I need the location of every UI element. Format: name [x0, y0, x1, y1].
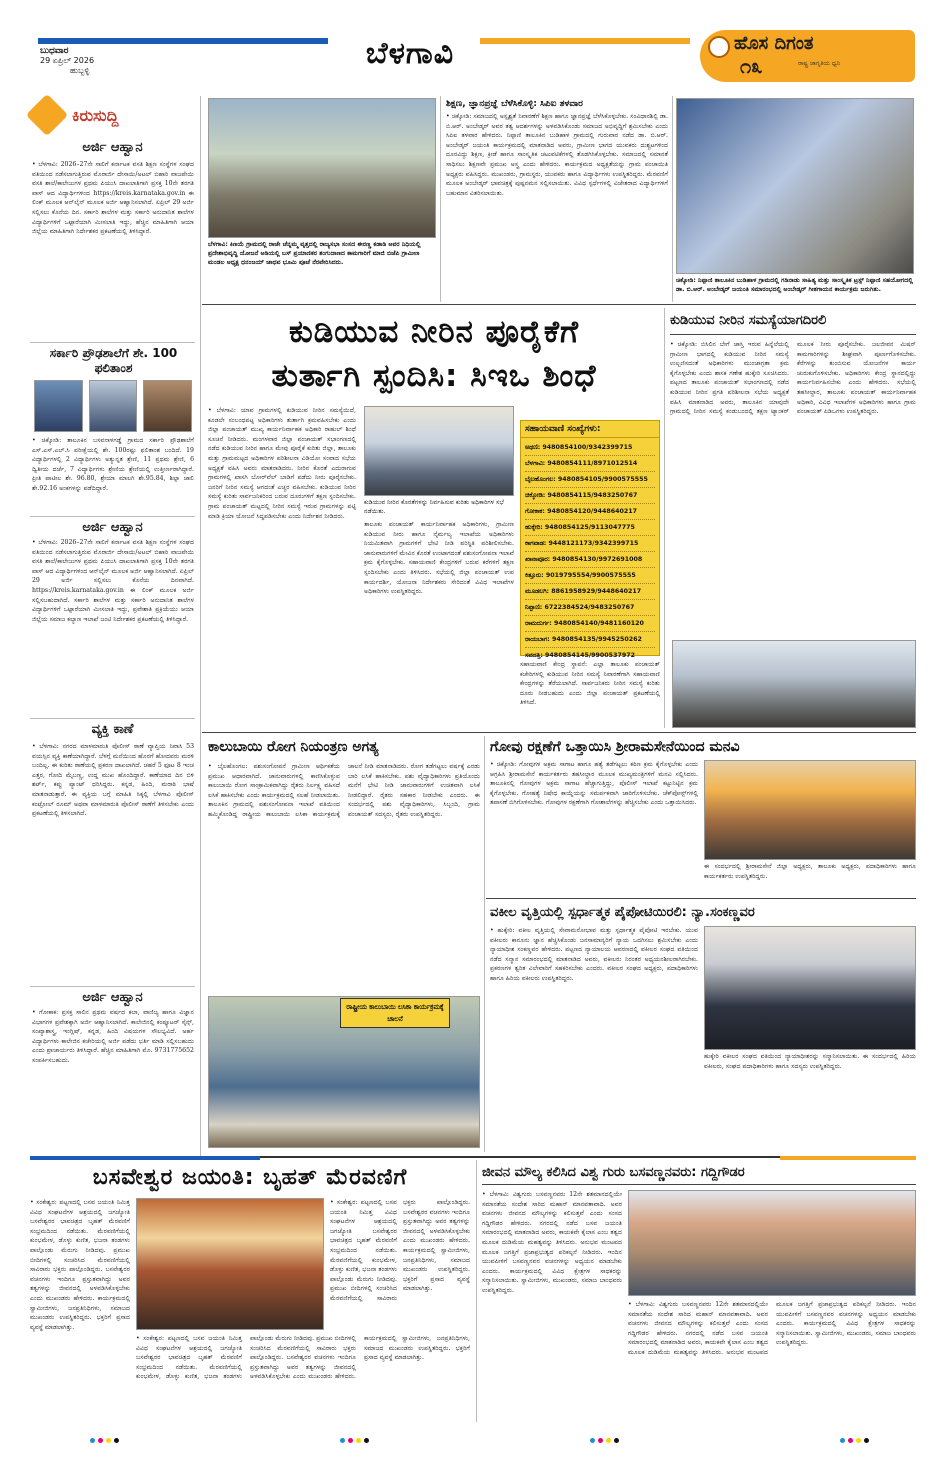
bottom-top-rule-left: [30, 1156, 260, 1160]
lawyer-photo-felicitation: [704, 926, 916, 1050]
fmd-headline: ಕಾಲುಬಾಯಿ ರೋಗ ನಿಯಂತ್ರಣ ಅಗತ್ಯ: [208, 739, 379, 755]
column-rule: [672, 96, 673, 302]
sidebar-heading-4: ವ್ಯಕ್ತಿ ಕಾಣೆ: [91, 722, 134, 737]
cow-caption: ಈ ಸಂದರ್ಭದಲ್ಲಿ ಶ್ರೀರಾಮಸೇನೆ ಜಿಲ್ಲಾ ಅಧ್ಯಕ್ಷರು, ತಾಲೂಕು ಅಧ್ಯಕ್ಷರು, ಪದಾಧಿಕಾರಿಗಳು ಹಾಗೂ ಕಾರ್ಯಕರ್ತರು ಉಪಸ್ಥಿತರಿದ್ದರು.: [704, 863, 916, 880]
basava-photo-procession: [136, 1198, 324, 1330]
sidebar-text-5: • ಗೋಕಾಕ: ಪ್ರಸಕ್ತ ಸಾಲಿನ ಪ್ರಥಮ ವರ್ಷದ ಕಲಾ, ವಾಣಿಜ್ಯ ಹಾಗೂ ವಿಜ್ಞಾನ ವಿಭಾಗಗಳ ಪ್ರವೇಶಕ್ಕಾಗಿ ಅರ್ಜಿ ಆಹ್ವಾನಿಸಲಾಗಿದೆ. ಕಾಲೇಜಿನಲ್ಲಿ ಕಂಪ್ಯೂಟರ್ ಸೈನ್ಸ್, ಸಂಖ್ಯಾಶಾಸ್ತ್ರ, ಇಂಗ್ಲಿಷ್, ಕನ್ನಡ, ಹಿಂದಿ ವಿಷಯಗಳ ಸೌಲಭ್ಯವಿದೆ. ಅರ್ಹ ವಿದ್ಯಾರ್ಥಿಗಳು ಕಾಲೇಜಿನ ಕಚೇರಿಯಲ್ಲಿ ಅರ್ಜಿ ಪಡೆದು ಭರ್ತಿ ಮಾಡಿ ಸಲ್ಲಿಸಬಹುದು ಎಂದು ಪ್ರಾಚಾರ್ಯರು ತಿಳಿಸಿದ್ದಾರೆ. ಹೆಚ್ಚಿನ ಮಾಹಿತಿಗಾಗಿ ಮೊ. 9731775652 ಸಂಪರ್ಕಿಸಬಹುದು.: [32, 1009, 194, 1064]
headline-rule: [482, 1184, 916, 1185]
student-photos: [34, 380, 192, 432]
story-photo-bus-shelter: [208, 98, 436, 238]
helpline-row: ರಾಮದುರ್ಗ: 9480854140/9481160120: [525, 616, 655, 632]
lead-photo-caption: ಕುಡಿಯುವ ನೀರಿನ ಕೊರತೆಗಳನ್ನು ನಿರ್ವಹಿಸುವ ಕುರಿತು ಅಧಿಕಾರಿಗಳ ಸಭೆ ನಡೆಯಿತು.: [364, 499, 504, 515]
header-day: ಬುಧವಾರ: [40, 46, 69, 56]
header-top-rule-right: [480, 38, 690, 44]
print-registration-dots: [590, 1438, 619, 1443]
sidebar: [30, 96, 195, 1156]
helpline-row: ಖಾನಾಪೂರ: 9480854130/9972691008: [525, 552, 655, 568]
sidebar-heading-2: ಸರ್ಕಾರಿ ಪ್ರೌಢಶಾಲೆಗೆ ಶೇ. 100 ಫಲಿತಾಂಶ: [49, 346, 178, 375]
print-registration-dots: [340, 1438, 369, 1443]
helpline-row: ಹುಕ್ಕೇರಿ: 9480854125/9113047775: [525, 520, 655, 536]
helpline-row: ಮೂಡಲಗಿ: 8861958929/9448640217: [525, 584, 655, 600]
right-text: • ಚಿಕ್ಕೋಡಿ: ಬಿಸಿಲಿನ ಬೇಗೆ ಜಾಸ್ತಿ ಇರುವ ಹಿನ್ನೆಲೆಯಲ್ಲಿ ಗ್ರಾಮೀಣ ಭಾಗದಲ್ಲಿ ಕುಡಿಯುವ ನೀರಿನ ಸಮಸ್ಯೆ ಉಲ್ಬಣಿಸದಂತೆ ಅಧಿಕಾರಿಗಳು ಮುಂಜಾಗ್ರತಾ ಕ್ರಮ ಕೈಗೊಳ್ಳಬೇಕು ಎಂದು ಶಾಸಕ ಗಣೇಶ ಹುಕ್ಕೇರಿ ಸೂಚಿಸಿದರು. ಪಟ್ಟಣದ ತಾಲೂಕು ಪಂಚಾಯತ್ ಸಭಾಂಗಣದಲ್ಲಿ ನಡೆದ ಕುಡಿಯುವ ನೀರಿನ ಪ್ರಗತಿ ಪರಿಶೀಲನಾ ಸಭೆಯ ಅಧ್ಯಕ್ಷತೆ ವಹಿಸಿ ಮಾತನಾಡಿದ ಅವರು, ತಾಲೂಕಿನ ಯಾವುದೇ ಗ್ರಾಮದಲ್ಲಿ ನೀರಿನ ಸಮಸ್ಯೆ ಕಂಡುಬಂದಲ್ಲಿ ತಕ್ಷಣ ಟ್ಯಾಂಕರ್ ಮೂಲಕ ನೀರು ಪೂರೈಸಬೇಕು. ಜಲಜೀವನ ಮಿಷನ್ ಕಾಮಗಾರಿಗಳನ್ನು ಶೀಘ್ರವಾಗಿ ಪೂರ್ಣಗೊಳಿಸಬೇಕು. ಕೆರೆಗಳನ್ನು ತುಂಬಿಸುವ ಯೋಜನೆಗಳ ಕಾರ್ಯ ಚುರುಕುಗೊಳಿಸಬೇಕು. ಅಧಿಕಾರಿಗಳು ಕೇಂದ್ರ ಸ್ಥಾನದಲ್ಲಿದ್ದು ಕಾರ್ಯನಿರ್ವಹಿಸಬೇಕು ಎಂದು ಹೇಳಿದರು. ಸಭೆಯಲ್ಲಿ ತಹಸೀಲ್ದಾರ, ತಾಲೂಕು ಪಂಚಾಯತ್ ಕಾರ್ಯನಿರ್ವಾಹಕ ಅಧಿಕಾರಿ, ವಿವಿಧ ಇಲಾಖೆಗಳ ಅಧಿಕಾರಿಗಳು ಹಾಗೂ ಗ್ರಾಮ ಪಂಚಾಯತ್ ಪಿಡಿಒಗಳು ಉಪಸ್ಥಿತರಿದ್ದರು.: [670, 341, 916, 416]
sidebar-divider: [30, 516, 195, 517]
lead-headline-line2: ತುರ್ತಾಗಿ ಸ್ಪಂದಿಸಿ: ಸಿಇಒ ಶಿಂಧೆ: [271, 358, 597, 394]
print-registration-dots: [90, 1438, 119, 1443]
fmd-text: • ಬೈಲಹೊಂಗಲ: ಪಶುಸಂಗೋಪನೆ ಗ್ರಾಮೀಣ ಆರ್ಥಿಕತೆಯ ಪ್ರಮುಖ ಆಧಾರವಾಗಿದೆ. ಜಾನುವಾರುಗಳಲ್ಲಿ ಕಾಣಿಸಿಕೊಳ್ಳುವ ಕಾಲುಬಾಯಿ ರೋಗ ಸಾಂಕ್ರಾಮಿಕವಾಗಿದ್ದು ರೈತರು ನಿರ್ಲಕ್ಷ್ಯ ವಹಿಸದೆ ಲಸಿಕೆ ಹಾಕಿಸಬೇಕು ಎಂದು ಕಾರ್ಯಕ್ರಮದಲ್ಲಿ ಸಲಹೆ ನೀಡಲಾಯಿತು. ತಾಲೂಕಿನ ಗ್ರಾಮದಲ್ಲಿ ಪಶುಸಂಗೋಪನಾ ಇಲಾಖೆ ವತಿಯಿಂದ ಹಮ್ಮಿಕೊಂಡಿದ್ದ ರಾಷ್ಟ್ರೀಯ ಕಾಲುಬಾಯಿ ಲಸಿಕಾ ಕಾರ್ಯಕ್ರಮಕ್ಕೆ ಚಾಲನೆ ನೀಡಿ ಮಾತನಾಡಿದರು. ರೋಗ ತಡೆಗಟ್ಟಲು ವರ್ಷಕ್ಕೆ ಎರಡು ಬಾರಿ ಲಸಿಕೆ ಹಾಕಿಸಬೇಕು. ಪಶು ವೈದ್ಯಾಧಿಕಾರಿಗಳು ಪ್ರತಿಯೊಂದು ಮನೆಗೆ ಭೇಟಿ ನೀಡಿ ಜಾನುವಾರುಗಳಿಗೆ ಉಚಿತವಾಗಿ ಲಸಿಕೆ ನೀಡಲಿದ್ದಾರೆ. ರೈತರು ಸಹಕಾರ ನೀಡಬೇಕು ಎಂದರು. ಈ ಸಂದರ್ಭದಲ್ಲಿ ಪಶು ವೈದ್ಯಾಧಿಕಾರಿಗಳು, ಸಿಬ್ಬಂದಿ, ಗ್ರಾಮ ಪಂಚಾಯತ್ ಸದಸ್ಯರು, ರೈತರು ಉಪಸ್ಥಿತರಿದ್ದರು.: [208, 763, 480, 818]
header-date: 29 ಏಪ್ರಿಲ್ 2026: [40, 56, 95, 65]
sidebar-header: [30, 98, 195, 132]
sidebar-divider: [30, 342, 195, 343]
story-headline-education: ಶಿಕ್ಷಣ, ಜ್ಞಾನಪ್ರಜ್ಞೆ ಬೆಳೆಸಿಕೊಳ್ಳಿ: ಸಿಪಿಐ ತಳವಾರ: [446, 99, 583, 109]
basava-text: • ಸಂಕೇಶ್ವರ: ಪಟ್ಟಣದಲ್ಲಿ ಬಸವ ಜಯಂತಿ ನಿಮಿತ್ತ ವಿವಿಧ ಸಂಘಟನೆಗಳ ಆಶ್ರಯದಲ್ಲಿ ಜಗಜ್ಯೋತಿ ಬಸವೇಶ್ವರರ ಭಾವಚಿತ್ರದ ಬೃಹತ್ ಮೆರವಣಿಗೆ ಸಂಭ್ರಮದಿಂದ ನಡೆಯಿತು. ಮೆರವಣಿಗೆಯಲ್ಲಿ ಕುಂಭಮೇಳ, ಡೊಳ್ಳು ಕುಣಿತ, ಭಜನಾ ತಂಡಗಳು ಪಾಲ್ಗೊಂಡು ಮೆರುಗು ನೀಡಿದವು. ಪ್ರಮುಖ ಬೀದಿಗಳಲ್ಲಿ ಸಂಚರಿಸಿದ ಮೆರವಣಿಗೆಯಲ್ಲಿ ಸಾವಿರಾರು ಭಕ್ತರು ಪಾಲ್ಗೊಂಡಿದ್ದರು. ಬಸವೇಶ್ವರರ ವಚನಗಳು ಇಂದಿಗೂ ಪ್ರಸ್ತುತವಾಗಿದ್ದು ಅವರ ತತ್ವಗಳನ್ನು ಜೀವನದಲ್ಲಿ ಅಳವಡಿಸಿಕೊಳ್ಳಬೇಕು ಎಂದು ಮುಖಂಡರು ಹೇಳಿದರು. ಕಾರ್ಯಕ್ರಮದಲ್ಲಿ ಸ್ವಾಮೀಜಿಗಳು, ಜನಪ್ರತಿನಿಧಿಗಳು, ಸಮಾಜದ ಮುಖಂಡರು ಉಪಸ್ಥಿತರಿದ್ದರು. ಭಕ್ತರಿಗೆ ಪ್ರಸಾದ ವ್ಯವಸ್ಥೆ ಮಾಡಲಾಗಿತ್ತು.: [30, 1199, 130, 1331]
cow-headline: ಗೋವು ರಕ್ಷಣೆಗೆ ಒತ್ತಾಯಿಸಿ ಶ್ರೀರಾಮಸೇನೆಯಿಂದ ಮನವಿ: [490, 739, 740, 755]
column-rule: [476, 1160, 477, 1422]
column-rule: [440, 96, 441, 302]
student-photo: [89, 380, 138, 432]
sidebar-text-2: • ಚಿಕ್ಕೋಡಿ: ತಾಲೂಕಿನ ಬಸವನಾಳಗಡ್ಡೆ ಗ್ರಾಮದ ಸರ್ಕಾರಿ ಪ್ರೌಢಶಾಲೆಗೆ ಎಸ್.ಎಸ್.ಎಲ್.ಸಿ ಪರೀಕ್ಷೆಯಲ್ಲಿ ಶೇ. 100ರಷ್ಟು ಫಲಿತಾಂಶ ಬಂದಿದೆ. 19 ವಿದ್ಯಾರ್ಥಿಗಳಲ್ಲಿ 2 ವಿದ್ಯಾರ್ಥಿಗಳು ಅತ್ಯುನ್ನತ ಶ್ರೇಣಿ, 11 ಪ್ರಥಮ ಶ್ರೇಣಿ, 6 ದ್ವಿತೀಯ ದರ್ಜೆ, 7 ವಿದ್ಯಾರ್ಥಿಗಳು ಶ್ರೇಣಿಯ ಶ್ರೇಣಿಯಲ್ಲಿ ಉತ್ತೀರ್ಣರಾಗಿದ್ದಾರೆ. ಪ್ರೀತಿ ಪಾಟೀಲ ಶೇ. 96.80, ಶ್ರೇಯಾ ಮಾಲಗಿ ಶೇ.95.84, ಶಿಲ್ಪಾ ಜಾಲಿ ಶೇ.92.16 ಅಂಕಗಳನ್ನು ಪಡೆದಿದ್ದಾರೆ.: [32, 437, 194, 492]
story-text-education: • ಚಿಕ್ಕೋಡಿ: ಸಮಾಜದಲ್ಲಿ ಅಸ್ಪೃಶ್ಯತೆ ನಿವಾರಣೆಗೆ ಶಿಕ್ಷಣ ಹಾಗೂ ಜ್ಞಾನಪ್ರಜ್ಞೆ ಬೆಳೆಸಿಕೊಳ್ಳಬೇಕು. ಸಂವಿಧಾನಶಿಲ್ಪಿ ಡಾ. ಬಿ.ಆರ್. ಅಂಬೇಡ್ಕರ್ ಅವರ ತತ್ವ ಆದರ್ಶಗಳನ್ನು ಅಳವಡಿಸಿಕೊಂಡು ಸಮಾಜದ ಅಭಿವೃದ್ಧಿಗೆ ಶ್ರಮಿಸಬೇಕು ಎಂದು ಸಿಪಿಐ ತಳವಾರ ಹೇಳಿದರು. ನಿಪ್ಪಾಣಿ ತಾಲೂಕಿನ ಬುಡಿಹಾಳ ಗ್ರಾಮದಲ್ಲಿ ಗುರುವಾರ ನಡೆದ ಡಾ. ಬಿ.ಆರ್. ಅಂಬೇಡ್ಕರ್ ಜಯಂತಿ ಕಾರ್ಯಕ್ರಮದಲ್ಲಿ ಮಾತನಾಡಿದ ಅವರು, ಗ್ರಾಮೀಣ ಭಾಗದ ಯುವಕರು ದುಶ್ಚಟಗಳಿಂದ ದೂರವಿದ್ದು ಶಿಕ್ಷಣ, ಕ್ರೀಡೆ ಹಾಗೂ ಸಾಂಸ್ಕೃತಿಕ ಚಟುವಟಿಕೆಗಳಲ್ಲಿ ತೊಡಗಿಸಿಕೊಳ್ಳಬೇಕು. ಸಮಾಜದಲ್ಲಿ ಸಮಾನತೆ ಸಾಧಿಸಲು ಶಿಕ್ಷಣವೇ ಪ್ರಮುಖ ಅಸ್ತ್ರ ಎಂದು ಹೇಳಿದರು. ಕಾರ್ಯಕ್ರಮದ ಅಧ್ಯಕ್ಷತೆಯನ್ನು ಗ್ರಾಮ ಪಂಚಾಯಿತಿ ಅಧ್ಯಕ್ಷರು ವಹಿಸಿದ್ದರು. ಮುಖಂಡರು, ಗ್ರಾಮಸ್ಥರು, ಯುವಕರು ಹಾಗೂ ವಿದ್ಯಾರ್ಥಿಗಳು ಉಪಸ್ಥಿತರಿದ್ದರು. ಮೆರವಣಿಗೆ ಮೂಲಕ ಅಂಬೇಡ್ಕರ್ ಭಾವಚಿತ್ರಕ್ಕೆ ಪುಷ್ಪನಮನ ಸಲ್ಲಿಸಲಾಯಿತು. ವಿವಿಧ ಸ್ಪರ್ಧೆಗಳಲ್ಲಿ ವಿಜೇತರಾದ ವಿದ್ಯಾರ್ಥಿಗಳಿಗೆ ಬಹುಮಾನ ವಿತರಿಸಲಾಯಿತು.: [446, 113, 668, 197]
helpline-row: ಅಥಣಿ: 9480854100/9342399715: [525, 440, 655, 456]
lead-text-col3: ಸಹಾಯವಾಣಿ ಕೇಂದ್ರ ಸ್ಥಾಪನೆ: ಎಲ್ಲಾ ತಾಲೂಕು ಪಂಚಾಯತ್ ಕಚೇರಿಗಳಲ್ಲಿ ಕುಡಿಯುವ ನೀರಿನ ಸಮಸ್ಯೆ ನಿವಾರಣೆಗಾಗಿ ಸಹಾಯವಾಣಿ ಕೇಂದ್ರಗಳನ್ನು ತೆರೆಯಲಾಗಿದೆ. ಸಾರ್ವಜನಿಕರು ನೀರಿನ ಸಮಸ್ಯೆ ಕುರಿತು ದೂರು ನೀಡಬಹುದು ಎಂದು ಜಿಲ್ಲಾ ಪಂಚಾಯತ್ ಪ್ರಕಟಣೆಯಲ್ಲಿ ತಿಳಿಸಿದೆ.: [520, 661, 660, 707]
header-top-rule: [38, 38, 328, 44]
helpline-row: ಕಿತ್ತೂರು: 9019795554/9900575555: [525, 568, 655, 584]
lead-text-col1: • ಬೆಳಗಾವಿ: ಯಾವ ಗ್ರಾಮಗಳಲ್ಲಿ ಕುಡಿಯುವ ನೀರಿನ ಸಮಸ್ಯೆಯಿದೆ, ಕೂಡಲೇ ಸಂಬಂಧಪಟ್ಟ ಅಧಿಕಾರಿಗಳು ತುರ್ತಾಗಿ ಕ್ರಮವಹಿಸಬೇಕು ಎಂದು ಜಿಲ್ಲಾ ಪಂಚಾಯತ್ ಮುಖ್ಯ ಕಾರ್ಯನಿರ್ವಾಹಕ ಅಧಿಕಾರಿ ರಾಹುಲ್ ಶಿಂಧೆ ಸೂಚನೆ ನೀಡಿದರು. ಮಂಗಳವಾರ ಜಿಲ್ಲಾ ಪಂಚಾಯತ್ ಸಭಾಂಗಣದಲ್ಲಿ ನಡೆದ ಕುಡಿಯುವ ನೀರಿನ ಹಾಗೂ ಮೇವು ಪೂರೈಕೆ ಕುರಿತು ಜಿಲ್ಲಾ, ತಾಲೂಕು ಮತ್ತು ಗ್ರಾಮಮಟ್ಟದ ಅಧಿಕಾರಿಗಳ ಪರಿಶೀಲನಾ ವಿಡಿಯೋ ಸಂವಾದ ಸಭೆಯ ಅಧ್ಯಕ್ಷತೆ ವಹಿಸಿ ಅವರು ಮಾತನಾಡಿದರು. ನೀರಿನ ಕೊರತೆ ಎದುರಾಗುವ ಗ್ರಾಮಗಳಲ್ಲಿ ಖಾಸಗಿ ಬೋರ್‌ವೆಲ್ ಬಾಡಿಗೆ ಪಡೆದು ನೀರು ಪೂರೈಸಬೇಕು. ಜನರಿಗೆ ನೀರಿನ ಸಮಸ್ಯೆ ಆಗದಂತೆ ಎಚ್ಚರ ವಹಿಸಬೇಕು. ಕುಡಿಯುವ ನೀರಿನ ಸಮಸ್ಯೆ ಕುರಿತು ಸಾರ್ವಜನಿಕರಿಂದ ಬರುವ ದೂರುಗಳಿಗೆ ತಕ್ಷಣ ಸ್ಪಂದಿಸಬೇಕು. ಗ್ರಾಮ ಪಂಚಾಯತ್ ಮಟ್ಟದಲ್ಲಿ ನೀರಿನ ಸಮಸ್ಯೆ ಇರುವ ಗ್ರಾಮಗಳನ್ನು ಪಟ್ಟಿ ಮಾಡಿ ಕ್ರಿಯಾ ಯೋಜನೆ ಸಿದ್ಧಪಡಿಸಬೇಕು ಎಂದು ನಿರ್ದೇಶನ ನೀಡಿದರು.: [208, 407, 356, 520]
paper-tagline: ರಾಷ್ಟ್ರ ಜಾಗೃತಿಯ ಧ್ವನಿ: [798, 60, 841, 67]
cow-photo-memorandum: [704, 760, 916, 860]
sidebar-divider: [30, 718, 195, 719]
hand-icon: [26, 94, 68, 136]
helpline-row: ಕಾಗವಾಡ: 9448121173/9342399715: [525, 536, 655, 552]
vishwaguru-headline: ಜೀವನ ಮೌಲ್ಯ ಕಲಿಸಿದ ವಿಶ್ವ ಗುರು ಬಸವಣ್ಣನವರು: ಗದ್ದಿಗೌಡರ: [482, 1165, 745, 1180]
basava-headline: ಬಸವೇಶ್ವರ ಜಯಂತಿ: ಬೃಹತ್ ಮೆರವಣಿಗೆ: [92, 1165, 408, 1190]
helpline-row: ಸವದತ್ತಿ: 9480854145/9900537972: [525, 652, 635, 659]
vishwaguru-photo-stage: [628, 1190, 916, 1296]
vishwaguru-text-b: • ಬೆಳಗಾವಿ: ವಿಶ್ವಗುರು ಬಸವಣ್ಣನವರು 12ನೇ ಶತಮಾನದಲ್ಲಿಯೇ ಸಮಾನತೆಯ ಸಂದೇಶ ಸಾರಿದ ಮಹಾನ್ ಮಾನವತಾವಾದಿ. ಅವರ ವಚನಗಳು ಜೀವನದ ಮೌಲ್ಯಗಳನ್ನು ಕಲಿಸುತ್ತವೆ ಎಂದು ಸಂಸದ ಗದ್ದಿಗೌಡರ ಹೇಳಿದರು. ನಗರದಲ್ಲಿ ನಡೆದ ಬಸವ ಜಯಂತಿ ಸಮಾರಂಭದಲ್ಲಿ ಮಾತನಾಡಿದ ಅವರು, ಕಾಯಕವೇ ಕೈಲಾಸ ಎಂಬ ತತ್ವದ ಮೂಲಕ ದುಡಿಮೆಯ ಮಹತ್ವವನ್ನು ತಿಳಿಸಿದರು. ಅನುಭವ ಮಂಟಪದ ಮೂಲಕ ಜಗತ್ತಿಗೆ ಪ್ರಜಾಪ್ರಭುತ್ವದ ಪರಿಕಲ್ಪನೆ ನೀಡಿದರು. ಇಂದಿನ ಯುವಪೀಳಿಗೆ ಬಸವಣ್ಣನವರ ವಚನಗಳನ್ನು ಅಧ್ಯಯನ ಮಾಡಬೇಕು ಎಂದರು. ಕಾರ್ಯಕ್ರಮದಲ್ಲಿ ವಿವಿಧ ಕ್ಷೇತ್ರಗಳ ಸಾಧಕರನ್ನು ಸನ್ಮಾನಿಸಲಾಯಿತು. ಸ್ವಾಮೀಜಿಗಳು, ಮುಖಂಡರು, ಸಮಾಜ ಬಾಂಧವರು ಉಪಸ್ಥಿತರಿದ್ದರು.: [628, 1301, 916, 1356]
headline-rule: [670, 334, 916, 335]
vishwaguru-text: • ಬೆಳಗಾವಿ: ವಿಶ್ವಗುರು ಬಸವಣ್ಣನವರು 12ನೇ ಶತಮಾನದಲ್ಲಿಯೇ ಸಮಾನತೆಯ ಸಂದೇಶ ಸಾರಿದ ಮಹಾನ್ ಮಾನವತಾವಾದಿ. ಅವರ ವಚನಗಳು ಜೀವನದ ಮೌಲ್ಯಗಳನ್ನು ಕಲಿಸುತ್ತವೆ ಎಂದು ಸಂಸದ ಗದ್ದಿಗೌಡರ ಹೇಳಿದರು. ನಗರದಲ್ಲಿ ನಡೆದ ಬಸವ ಜಯಂತಿ ಸಮಾರಂಭದಲ್ಲಿ ಮಾತನಾಡಿದ ಅವರು, ಕಾಯಕವೇ ಕೈಲಾಸ ಎಂಬ ತತ್ವದ ಮೂಲಕ ದುಡಿಮೆಯ ಮಹತ್ವವನ್ನು ತಿಳಿಸಿದರು. ಅನುಭವ ಮಂಟಪದ ಮೂಲಕ ಜಗತ್ತಿಗೆ ಪ್ರಜಾಪ್ರಭುತ್ವದ ಪರಿಕಲ್ಪನೆ ನೀಡಿದರು. ಇಂದಿನ ಯುವಪೀಳಿಗೆ ಬಸವಣ್ಣನವರ ವಚನಗಳನ್ನು ಅಧ್ಯಯನ ಮಾಡಬೇಕು ಎಂದರು. ಕಾರ್ಯಕ್ರಮದಲ್ಲಿ ವಿವಿಧ ಕ್ಷೇತ್ರಗಳ ಸಾಧಕರನ್ನು ಸನ್ಮಾನಿಸಲಾಯಿತು. ಸ್ವಾಮೀಜಿಗಳು, ಮುಖಂಡರು, ಸಮಾಜ ಬಾಂಧವರು ಉಪಸ್ಥಿತರಿದ್ದರು.: [482, 1191, 622, 1294]
sidebar-text-1: • ಬೆಳಗಾವಿ: 2026–27ನೇ ಸಾಲಿಗೆ ಕರ್ನಾಟಕ ವಸತಿ ಶಿಕ್ಷಣ ಸಂಸ್ಥೆಗಳ ಸಂಘದ ವತಿಯಿಂದ ನಡೆಸಲಾಗುತ್ತಿರುವ ಮೊರಾರ್ಜಿ ದೇಸಾಯಿ/ಅಟಲ್ ಬಿಹಾರಿ ವಾಜಪೇಯಿ ವಸತಿ ಶಾಲೆ/ಕಾಲೇಜುಗಳ ಪ್ರಥಮ ಪಿಯುಸಿ ದಾಖಲಾತಿಗಾಗಿ ಪ್ರಸಕ್ತ 10ನೇ ತರಗತಿ ಪಾಸ್ ಆದ ವಿದ್ಯಾರ್ಥಿಗಳಿಂದ https://kreis.karnataka.gov.in ಈ ಲಿಂಕ್ ಮೂಲಕ ಆನ್‌ಲೈನ್ ಮೂಲಕ ಅರ್ಜಿ ಆಹ್ವಾನಿಸಲಾಗಿದೆ. ಏಪ್ರಿಲ್ 29 ಅರ್ಜಿ ಸಲ್ಲಿಸಲು ಕೊನೆಯ ದಿನ. ಸರ್ಕಾರಿ ಶಾಲೆಗಳ ಮತ್ತು ಸರ್ಕಾರಿ ಅನುದಾನಿತ ಶಾಲೆಗಳ ವಿದ್ಯಾರ್ಥಿಗಳಿಗೆ ಒಟ್ಟಾರೆಯಾಗಿ ಮೀಸಲಾತಿ ಇದ್ದು, ಹೆಚ್ಚಿನ ಮಾಹಿತಿಗಾಗಿ ಆಯಾ ಜಿಲ್ಲೆಯ ಮಾಹಿತಿಗಾಗಿ ನಿರ್ದೇಶಕರ ಪ್ರಕಟಣೆಯಲ್ಲಿ ತಿಳಿಸಿದ್ದಾರೆ.: [32, 161, 194, 236]
cow-text: • ಚಿಕ್ಕೋಡಿ: ಗೋವುಗಳ ಅಕ್ರಮ ಸಾಗಾಟ ಹಾಗೂ ಹತ್ಯೆ ತಡೆಗಟ್ಟಲು ಕಠಿಣ ಕ್ರಮ ಕೈಗೊಳ್ಳಬೇಕು ಎಂದು ಆಗ್ರಹಿಸಿ ಶ್ರೀರಾಮಸೇನೆ ಕಾರ್ಯಕರ್ತರು ತಹಸೀಲ್ದಾರ ಮೂಲಕ ಮುಖ್ಯಮಂತ್ರಿಗಳಿಗೆ ಮನವಿ ಸಲ್ಲಿಸಿದರು. ತಾಲೂಕಿನಲ್ಲಿ ಗೋವುಗಳ ಅಕ್ರಮ ಸಾಗಾಟ ಹೆಚ್ಚಾಗುತ್ತಿದ್ದು, ಪೊಲೀಸ್ ಇಲಾಖೆ ಕಟ್ಟುನಿಟ್ಟಿನ ಕ್ರಮ ಕೈಗೊಳ್ಳಬೇಕು. ಗೋಹತ್ಯೆ ನಿಷೇಧ ಕಾಯ್ದೆಯನ್ನು ಸಮರ್ಪಕವಾಗಿ ಜಾರಿಗೊಳಿಸಬೇಕು. ಚೆಕ್‌ಪೋಸ್ಟ್‌ಗಳಲ್ಲಿ ತಪಾಸಣೆ ಬಿಗಿಗೊಳಿಸಬೇಕು. ಗೋವುಗಳ ರಕ್ಷಣೆಗಾಗಿ ಗೋಶಾಲೆಗಳನ್ನು ಹೆಚ್ಚಿಸಬೇಕು ಎಂದು ಒತ್ತಾಯಿಸಿದರು.: [490, 761, 698, 807]
column-rule: [484, 736, 485, 1152]
student-photo: [143, 380, 192, 432]
sidebar-text-4: • ಬೆಳಗಾವಿ: ನಗರದ ಮಾಳಮಾರುತಿ ಪೊಲೀಸ್ ಠಾಣೆ ವ್ಯಾಪ್ತಿಯ ನಿವಾಸಿ 53 ವಯಸ್ಸಿನ ವ್ಯಕ್ತಿ ಕಾಣೆಯಾಗಿದ್ದಾರೆ. ಬೆಳಗ್ಗೆ ಮನೆಯಿಂದ ಹೊರಗೆ ಹೋದವರು ಮರಳಿ ಬಂದಿಲ್ಲ. ಈ ಕುರಿತು ಠಾಣೆಯಲ್ಲಿ ಪ್ರಕರಣ ದಾಖಲಾಗಿದೆ. ಚಹರೆ 5 ಫೂಟ 8 ಇಂಚ ಎತ್ತರ, ಗೋದಿ ಮೈಬಣ್ಣ, ಉದ್ದ ಮುಖ ಹೊಂದಿದ್ದಾರೆ. ಕಾಣೆಯಾದ ದಿನ ಬಿಳಿ ಶರ್ಟ್, ಕಪ್ಪು ಪ್ಯಾಂಟ್ ಧರಿಸಿದ್ದರು. ಕನ್ನಡ, ಹಿಂದಿ, ಮರಾಠಿ ಭಾಷೆ ಮಾತನಾಡುತ್ತಾರೆ. ಈ ವ್ಯಕ್ತಿಯ ಬಗ್ಗೆ ಮಾಹಿತಿ ಸಿಕ್ಕಲ್ಲಿ ಬೆಳಗಾವಿ ಪೊಲೀಸ್ ಕಂಟ್ರೋಲ್ ರೂಮ್ ಅಥವಾ ಮಾಳಮಾರುತಿ ಪೊಲೀಸ್ ಠಾಣೆಗೆ ತಿಳಿಸಬೇಕು ಎಂದು ಪ್ರಕಟಣೆಯಲ್ಲಿ ತಿಳಿಸಲಾಗಿದೆ.: [32, 743, 194, 818]
right-headline: ಕುಡಿಯುವ ನೀರಿನ ಸಮಸ್ಯೆಯಾಗದಿರಲಿ: [670, 313, 827, 328]
helpline-row: ಬೆಳಗಾವಿ: 9480854111/8971012514: [525, 456, 655, 472]
lawyer-caption: ಹುಕ್ಕೇರಿ ವಕೀಲರ ಸಂಘದ ವತಿಯಿಂದ ನ್ಯಾಯಾಧೀಶರನ್ನು ಸನ್ಮಾನಿಸಲಾಯಿತು. ಈ ಸಂದರ್ಭದಲ್ಲಿ ಹಿರಿಯ ವಕೀಲರು, ಸಂಘದ ಪದಾಧಿಕಾರಿಗಳು ಹಾಗೂ ಸದಸ್ಯರು ಉಪಸ್ಥಿತರಿದ್ದರು.: [704, 1053, 916, 1070]
helpline-row: ರಾಯಬಾಗ: 9480854135/9945250262: [525, 632, 655, 648]
logo-emblem-icon: [708, 36, 730, 58]
story-caption-bus-shelter: ಬೆಳಗಾವಿ: ಕಿಣಯೆ ಗ್ರಾಮದಲ್ಲಿ ರಾಜೇ ಚೆನ್ನಮ್ಮ ವೃತ್ತದಲ್ಲಿ ರಾಜ್ಯಸಭಾ ಸಂಸದ ಈರಣ್ಣ ಕಡಾಡಿ ಅವರ ನಿಧಿಯಲ್ಲಿ ಪ್ರದೇಶಾಭಿವೃದ್ಧಿ ಯೋಜನೆ ಅಡಿಯಲ್ಲಿ ಬಸ್ ಪ್ರಯಾಣಿಕರ ತಂಗುದಾಣದ ಕಾಮಗಾರಿಗೆ ಮಾಜಿ ಬಿಜೆಪಿ ಗ್ರಾಮೀಣ ಮಂಡಲ ಅಧ್ಯಕ್ಷ ಧನಂಜಯ್ ಜಾಧವ ಭೂಮಿ ಪೂಜೆ ನೆರವೇರಿಸಿದರು.: [208, 241, 421, 266]
lawyer-headline: ವಕೀಲ ವೃತ್ತಿಯಲ್ಲಿ ಸ್ಪರ್ಧಾತ್ಮಕ ಪೈಪೋಟಿಯಿರಲಿ: ನ್ಯಾ.ಸಂಕಣ್ಣವರ: [490, 905, 755, 920]
helpline-row: ಗೋಕಾಕ: 9480854120/9448640217: [525, 504, 655, 520]
lead-headline-line1: ಕುಡಿಯುವ ನೀರಿನ ಪೂರೈಕೆಗೆ: [288, 314, 580, 350]
sidebar-divider: [30, 986, 195, 987]
right-photo-meeting: [672, 640, 916, 728]
page-number: ೧೩: [740, 54, 763, 78]
paper-name: ಹೊಸ ದಿಗಂತ: [734, 33, 814, 54]
section-title: ಬೆಳಗಾವಿ: [365, 36, 455, 71]
section-rule: [486, 898, 916, 899]
logo-badge: [700, 30, 915, 82]
basava-text-b: • ಸಂಕೇಶ್ವರ: ಪಟ್ಟಣದಲ್ಲಿ ಬಸವ ಜಯಂತಿ ನಿಮಿತ್ತ ವಿವಿಧ ಸಂಘಟನೆಗಳ ಆಶ್ರಯದಲ್ಲಿ ಜಗಜ್ಯೋತಿ ಬಸವೇಶ್ವರರ ಭಾವಚಿತ್ರದ ಬೃಹತ್ ಮೆರವಣಿಗೆ ಸಂಭ್ರಮದಿಂದ ನಡೆಯಿತು. ಮೆರವಣಿಗೆಯಲ್ಲಿ ಕುಂಭಮೇಳ, ಡೊಳ್ಳು ಕುಣಿತ, ಭಜನಾ ತಂಡಗಳು ಪಾಲ್ಗೊಂಡು ಮೆರುಗು ನೀಡಿದವು. ಪ್ರಮುಖ ಬೀದಿಗಳಲ್ಲಿ ಸಂಚರಿಸಿದ ಮೆರವಣಿಗೆಯಲ್ಲಿ ಸಾವಿರಾರು ಭಕ್ತರು ಪಾಲ್ಗೊಂಡಿದ್ದರು. ಬಸವೇಶ್ವರರ ವಚನಗಳು ಇಂದಿಗೂ ಪ್ರಸ್ತುತವಾಗಿದ್ದು ಅವರ ತತ್ವಗಳನ್ನು ಜೀವನದಲ್ಲಿ ಅಳವಡಿಸಿಕೊಳ್ಳಬೇಕು ಎಂದು ಮುಖಂಡರು ಹೇಳಿದರು. ಕಾರ್ಯಕ್ರಮದಲ್ಲಿ ಸ್ವಾಮೀಜಿಗಳು, ಜನಪ್ರತಿನಿಧಿಗಳು, ಸಮಾಜದ ಮುಖಂಡರು ಉಪಸ್ಥಿತರಿದ್ದರು. ಭಕ್ತರಿಗೆ ಪ್ರಸಾದ ವ್ಯವಸ್ಥೆ ಮಾಡಲಾಗಿತ್ತು.: [136, 1335, 470, 1381]
basava-text-a: [30, 1198, 130, 1420]
student-photo: [34, 380, 83, 432]
fmd-badge: [340, 998, 450, 1028]
sidebar-text-3: • ಬೆಳಗಾವಿ: 2026–27ನೇ ಸಾಲಿಗೆ ಕರ್ನಾಟಕ ವಸತಿ ಶಿಕ್ಷಣ ಸಂಸ್ಥೆಗಳ ಸಂಘದ ವತಿಯಿಂದ ನಡೆಸಲಾಗುತ್ತಿರುವ ಮೊರಾರ್ಜಿ ದೇಸಾಯಿ/ಅಟಲ್ ಬಿಹಾರಿ ವಾಜಪೇಯಿ ವಸತಿ ಶಾಲೆ/ಕಾಲೇಜುಗಳ ಪ್ರಥಮ ಪಿಯುಸಿ ದಾಖಲಾತಿಗಾಗಿ ಪ್ರಸಕ್ತ 10ನೇ ತರಗತಿ ಪಾಸ್ ಆದ ವಿದ್ಯಾರ್ಥಿಗಳಿಂದ ಆನ್‌ಲೈನ್ ಮೂಲಕ ಅರ್ಜಿ ಆಹ್ವಾನಿಸಲಾಗಿದೆ. ಏಪ್ರಿಲ್ 29 ಅರ್ಜಿ ಸಲ್ಲಿಸಲು ಕೊನೆಯ ದಿನವಾಗಿದೆ. https://kreis.karnataka.gov.in ಈ ಲಿಂಕ್ ಮೂಲಕ ಅರ್ಜಿ ಸಲ್ಲಿಸಬಹುದಾಗಿದೆ. ಸರ್ಕಾರಿ ಶಾಲೆಗಳ ಮತ್ತು ಸರ್ಕಾರಿ ಅನುದಾನಿತ ಶಾಲೆಗಳ ವಿದ್ಯಾರ್ಥಿಗಳಿಗೆ ಒಟ್ಟಾರೆಯಾಗಿ ಮೀಸಲಾತಿ ಇದ್ದು, ಪ್ರವೇಶಾತಿ ಪ್ರಕ್ರಿಯೆಯು ಆಯಾ ಜಿಲ್ಲೆಯ ಸಮಾಜ ಕಲ್ಯಾಣ ಇಲಾಖೆ ಜಂಟಿ ನಿರ್ದೇಶಕರ ಪ್ರಕಟಣೆಯಲ್ಲಿ ತಿಳಿಸಿದ್ದಾರೆ.: [32, 539, 194, 623]
helpline-box: [520, 420, 660, 659]
header-date-block: [40, 46, 130, 76]
fmd-badge-text: ರಾಷ್ಟ್ರೀಯ ಕಾಲುಬಾಯಿ ಲಸಿಕಾ ಕಾರ್ಯಕ್ರಮಕ್ಕೆ ಚಾಲನೆ: [346, 1003, 444, 1023]
sidebar-heading-3: ಅರ್ಜಿ ಆಹ್ವಾನ: [82, 520, 143, 535]
bottom-top-rule-right: [780, 1156, 916, 1160]
column-rule: [664, 308, 665, 728]
sidebar-title: ಕಿರುಸುದ್ದಿ: [72, 106, 119, 125]
bottom-top-rule-mid: [260, 1156, 780, 1158]
lawyer-text: • ಹುಕ್ಕೇರಿ: ವಕೀಲ ವೃತ್ತಿಯಲ್ಲಿ ಸೇವಾಮನೋಭಾವ ಮತ್ತು ಸ್ಪರ್ಧಾತ್ಮಕ ಪೈಪೋಟಿ ಇರಬೇಕು. ಯುವ ವಕೀಲರು ಕಾನೂನು ಜ್ಞಾನ ಹೆಚ್ಚಿಸಿಕೊಂಡು ಜನಸಾಮಾನ್ಯರಿಗೆ ನ್ಯಾಯ ಒದಗಿಸಲು ಶ್ರಮಿಸಬೇಕು ಎಂದು ನ್ಯಾಯಾಧೀಶ ಸಂಕಣ್ಣವರ ಹೇಳಿದರು. ಪಟ್ಟಣದ ನ್ಯಾಯಾಲಯ ಆವರಣದಲ್ಲಿ ವಕೀಲರ ಸಂಘದ ವತಿಯಿಂದ ನಡೆದ ಸನ್ಮಾನ ಸಮಾರಂಭದಲ್ಲಿ ಮಾತನಾಡಿದ ಅವರು, ವಕೀಲರು ನಿರಂತರ ಅಧ್ಯಯನಶೀಲರಾಗಿರಬೇಕು. ಪ್ರಕರಣಗಳ ತ್ವರಿತ ವಿಲೇವಾರಿಗೆ ಸಹಕರಿಸಬೇಕು ಎಂದರು. ವಕೀಲರ ಸಂಘದ ಅಧ್ಯಕ್ಷರು, ಪದಾಧಿಕಾರಿಗಳು ಹಾಗೂ ಹಿರಿಯ ವಕೀಲರು ಉಪಸ್ಥಿತರಿದ್ದರು.: [490, 927, 698, 982]
helpline-list: [521, 438, 659, 665]
lead-photo-meeting: [364, 406, 514, 496]
story-photo-singer: [676, 98, 914, 274]
sidebar-heading-1: ಅರ್ಜಿ ಆಹ್ವಾನ: [82, 140, 143, 155]
section-rule: [202, 304, 916, 305]
helpline-row: ನಿಪ್ಪಾಣಿ: 6722384524/9483250767: [525, 600, 655, 616]
helpline-row: ಚಿಕ್ಕೋಡಿ: 9480854115/9483250767: [525, 488, 655, 504]
story-caption-singer: ಚಿಕ್ಕೋಡಿ: ನಿಪ್ಪಾಣಿ ತಾಲೂಕಿನ ಬುಡಿಹಾಳ ಗ್ರಾಮದಲ್ಲಿ ಗಡಿನಾಡು ಸಾಹಿತ್ಯ ಮತ್ತು ಸಾಂಸ್ಕೃತಿಕ ಟ್ರಸ್ಟ್ ನಿಪ್ಪಾಣಿ ಸಹಯೋಗದಲ್ಲಿ ಡಾ. ಬಿ.ಆರ್. ಅಂಬೇಡ್ಕರ್ ಜಯಂತಿ ಸಮಾರಂಭದಲ್ಲಿ ಅಂಬೇಡ್ಕರ್ ಗೀತಗಾಯನ ಕಾರ್ಯಕ್ರಮ ಜರುಗಿತು.: [676, 277, 913, 293]
vishwaguru-text-a: [482, 1190, 622, 1422]
basava-text-c: • ಸಂಕೇಶ್ವರ: ಪಟ್ಟಣದಲ್ಲಿ ಬಸವ ಜಯಂತಿ ನಿಮಿತ್ತ ವಿವಿಧ ಸಂಘಟನೆಗಳ ಆಶ್ರಯದಲ್ಲಿ ಜಗಜ್ಯೋತಿ ಬಸವೇಶ್ವರರ ಭಾವಚಿತ್ರದ ಬೃಹತ್ ಮೆರವಣಿಗೆ ಸಂಭ್ರಮದಿಂದ ನಡೆಯಿತು. ಮೆರವಣಿಗೆಯಲ್ಲಿ ಕುಂಭಮೇಳ, ಡೊಳ್ಳು ಕುಣಿತ, ಭಜನಾ ತಂಡಗಳು ಪಾಲ್ಗೊಂಡು ಮೆರುಗು ನೀಡಿದವು. ಪ್ರಮುಖ ಬೀದಿಗಳಲ್ಲಿ ಸಂಚರಿಸಿದ ಮೆರವಣಿಗೆಯಲ್ಲಿ ಸಾವಿರಾರು ಭಕ್ತರು ಪಾಲ್ಗೊಂಡಿದ್ದರು. ಬಸವೇಶ್ವರರ ವಚನಗಳು ಇಂದಿಗೂ ಪ್ರಸ್ತುತವಾಗಿದ್ದು ಅವರ ತತ್ವಗಳನ್ನು ಜೀವನದಲ್ಲಿ ಅಳವಡಿಸಿಕೊಳ್ಳಬೇಕು ಎಂದು ಮುಖಂಡರು ಹೇಳಿದರು. ಕಾರ್ಯಕ್ರಮದಲ್ಲಿ ಸ್ವಾಮೀಜಿಗಳು, ಜನಪ್ರತಿನಿಧಿಗಳು, ಸಮಾಜದ ಮುಖಂಡರು ಉಪಸ್ಥಿತರಿದ್ದರು. ಭಕ್ತರಿಗೆ ಪ್ರಸಾದ ವ್ಯವಸ್ಥೆ ಮಾಡಲಾಗಿತ್ತು.: [330, 1199, 470, 1302]
column-rule: [200, 96, 201, 1156]
sidebar-heading-5: ಅರ್ಜಿ ಆಹ್ವಾನ: [82, 990, 143, 1005]
lead-text-col2: ತಾಲೂಕು ಪಂಚಾಯತ್ ಕಾರ್ಯನಿರ್ವಾಹಕ ಅಧಿಕಾರಿಗಳು, ಗ್ರಾಮೀಣ ಕುಡಿಯುವ ನೀರು ಹಾಗೂ ನೈರ್ಮಲ್ಯ ಇಲಾಖೆಯ ಅಧಿಕಾರಿಗಳು ನಿಯಮಿತವಾಗಿ ಗ್ರಾಮಗಳಿಗೆ ಭೇಟಿ ನೀಡಿ ಪರಿಸ್ಥಿತಿ ಪರಿಶೀಲಿಸಬೇಕು. ಜಾನುವಾರುಗಳಿಗೆ ಮೇವಿನ ಕೊರತೆ ಉಂಟಾಗದಂತೆ ಪಶುಸಂಗೋಪನಾ ಇಲಾಖೆ ಕ್ರಮ ಕೈಗೊಳ್ಳಬೇಕು. ಸಹಾಯವಾಣಿ ಕೇಂದ್ರಗಳಿಗೆ ಬರುವ ಕರೆಗಳಿಗೆ ತಕ್ಷಣ ಸ್ಪಂದಿಸಬೇಕು ಎಂದು ತಿಳಿಸಿದರು. ಸಭೆಯಲ್ಲಿ ಜಿಲ್ಲಾ ಪಂಚಾಯತ್ ಉಪ ಕಾರ್ಯದರ್ಶಿ, ಯೋಜನಾ ನಿರ್ದೇಶಕರು ಸೇರಿದಂತೆ ವಿವಿಧ ಇಲಾಖೆಗಳ ಅಧಿಕಾರಿಗಳು ಉಪಸ್ಥಿತರಿದ್ದರು.: [364, 521, 514, 596]
print-registration-dots: [840, 1438, 869, 1443]
section-rule: [202, 732, 916, 733]
helpline-row: ಬೈಲಹೊಂಗಲ: 9480854105/9900575555: [525, 472, 655, 488]
masthead: [0, 0, 945, 92]
header-city: ಹುಬ್ಬಳ್ಳಿ: [70, 66, 90, 75]
helpline-title: ಸಹಾಯವಾಣಿ ಸಂಖ್ಯೆಗಳು:: [521, 421, 659, 438]
